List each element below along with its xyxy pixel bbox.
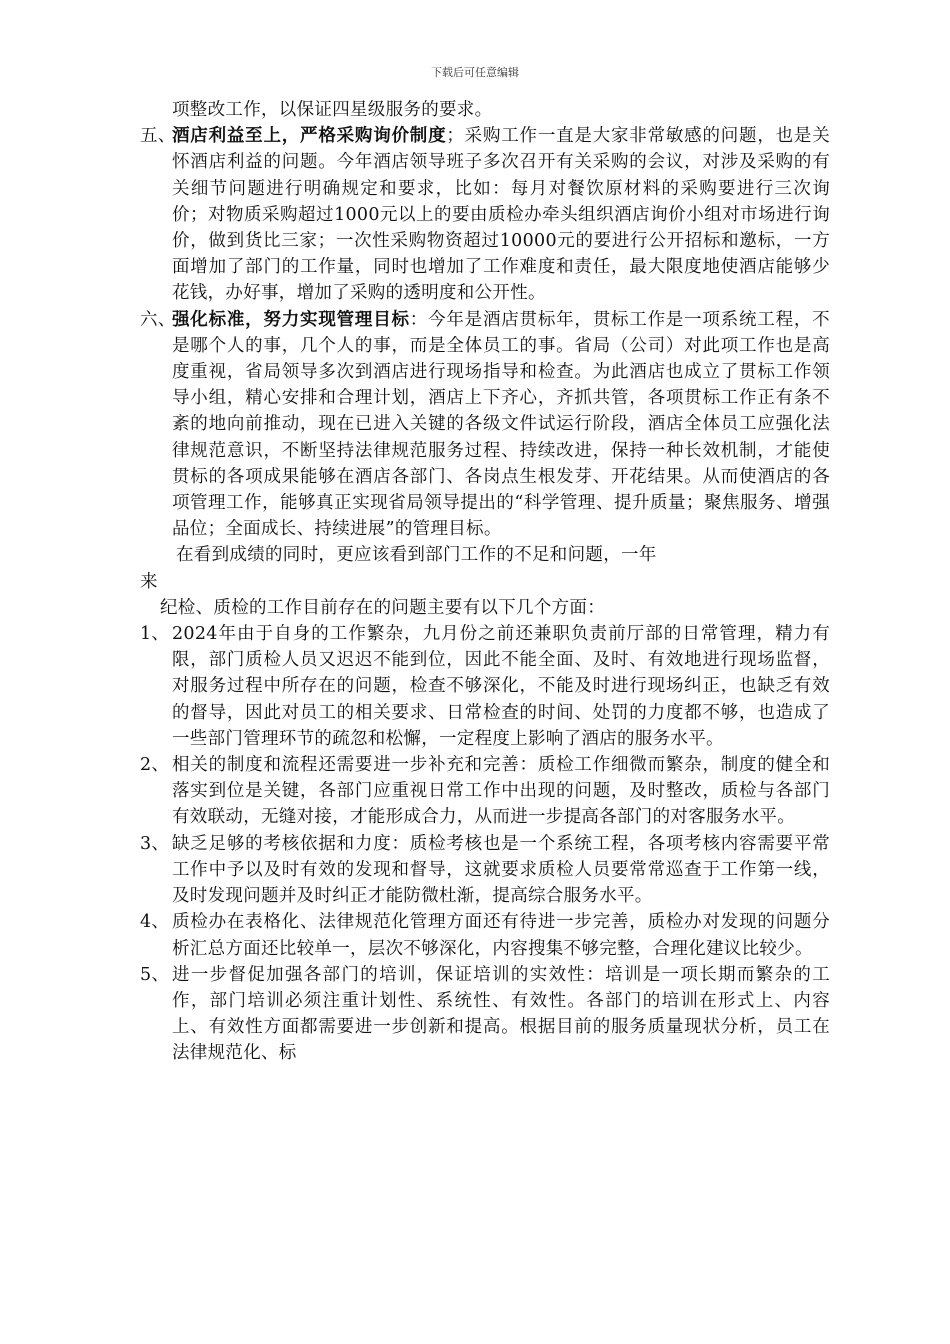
section-separator: ： [409, 309, 429, 330]
section-number: 五、 [140, 126, 176, 147]
problem-item [140, 752, 830, 831]
problem-number: 4、 [140, 912, 170, 933]
problem-text: 质检办在表格化、法律规范化管理方面还有待进一步完善，质检办对发现的问题分析汇总方面还比较单一，层次不够深化，内容搜集不够完整，合理化建议比较少。 [172, 912, 830, 959]
section-5 [140, 123, 830, 306]
problem-number: 2、 [140, 755, 170, 776]
section-separator: ； [446, 126, 465, 147]
problem-item [140, 621, 830, 752]
problem-text: 相关的制度和流程还需要进一步补充和完善：质检工作细微而繁杂，制度的健全和落实到位是关键，各部门应重视日常工作中出现的问题，及时整改，质检与各部门有效联动，无缝对接，才能形成合力，从而进一步提高各部门的对客服务水平。 [172, 755, 830, 828]
section-number: 六、 [140, 309, 176, 330]
document-body [140, 97, 830, 1067]
problem-text: 2024年由于自身的工作繁杂，九月份之前还兼职负责前厅部的日常管理，精力有限，部门质检人员又迟迟不能到位，因此不能全面、及时、有效地进行现场监督，对服务过程中所存在的问题，检查不够深化，不能及时进行现场纠正，也缺乏有效的督导，因此对员工的相关要求、日常检查的时间、处罚的力度都不够，也造成了一些部门管理环节的疏忽和松懈，一定程度上影响了酒店的服务水平。 [172, 624, 830, 749]
transition-line-1: 在看到成绩的同时，更应该看到部门工作的不足和问题，一年 [176, 545, 657, 566]
problem-text: 进一步督促加强各部门的培训，保证培训的实效性：培训是一项长期而繁杂的工作，部门培训必须注重计划性、系统性、有效性。各部门的培训在形式上、内容上、有效性方面都需要进一步创新和提高。根据目前的服务质量现状分析，员工在法律规范化、标 [172, 964, 830, 1064]
problem-item [140, 831, 830, 910]
problem-number: 5、 [140, 964, 170, 985]
problems-intro: 纪检、质检的工作目前存在的问题主要有以下几个方面： [160, 597, 605, 618]
section-title: 酒店利益至上，严格采购询价制度 [172, 126, 447, 147]
continued-paragraph: 项整改工作，以保证四星级服务的要求。 [172, 100, 493, 120]
problem-item [140, 909, 830, 961]
page-header: 下载后可任意编辑 [431, 66, 519, 79]
section-text: 今年是酒店贯标年，贯标工作是一项系统工程，不是哪个人的事，几个人的事，而是全体员工的事。省局（公司）对此项工作也是高度重视，省局领导多次到酒店进行现场指导和检查。为此酒店也成立了贯标工作领导小组，精心安排和合理计划，酒店上下齐心，齐抓共管，各项贯标工作正有条不紊的地向前推动，现在已进入关键的各级文件试运行阶段，酒店全体员工应强化法律规范意识，不断坚持法律规范服务过程、持续改进，保持一种长效机制，才能使贯标的各项成果能够在酒店各部门、各岗点生根发芽、开花结果。从而使酒店的各项管理工作，能够真正实现省局领导提出的“科学管理、提升质量；聚焦服务、增强品位；全面成长、持续进展”的管理目标。 [172, 309, 830, 540]
problem-number: 1、 [140, 624, 170, 645]
problem-item [140, 962, 830, 1067]
transition-line-2: 来 [140, 571, 158, 592]
problem-text: 缺乏足够的考核依据和力度：质检考核也是一个系统工程，各项考核内容需要平常工作中予以及时有效的发现和督导，这就要求质检人员要常常巡查于工作第一线，及时发现问题并及时纠正才能防微杜渐，提高综合服务水平。 [172, 833, 830, 907]
section-text: 采购工作一直是大家非常敏感的问题，也是关怀酒店利益的问题。今年酒店领导班子多次召开有关采购的会议，对涉及采购的有关细节问题进行明确规定和要求，比如：每月对餐饮原材料的采购要进行三次询价；对物质采购超过1000元以上的要由质检办牵头组织酒店询价小组对市场进行询价，做到货比三家；一次性采购物资超过10000元的要进行公开招标和邀标，一方面增加了部门的工作量，同时也增加了工作难度和责任，最大限度地使酒店能够少花钱，办好事，增加了采购的透明度和公开性。 [172, 126, 831, 304]
problem-number: 3、 [140, 833, 170, 854]
section-title: 强化标准，努力实现管理目标 [172, 309, 410, 330]
section-6 [140, 307, 830, 543]
